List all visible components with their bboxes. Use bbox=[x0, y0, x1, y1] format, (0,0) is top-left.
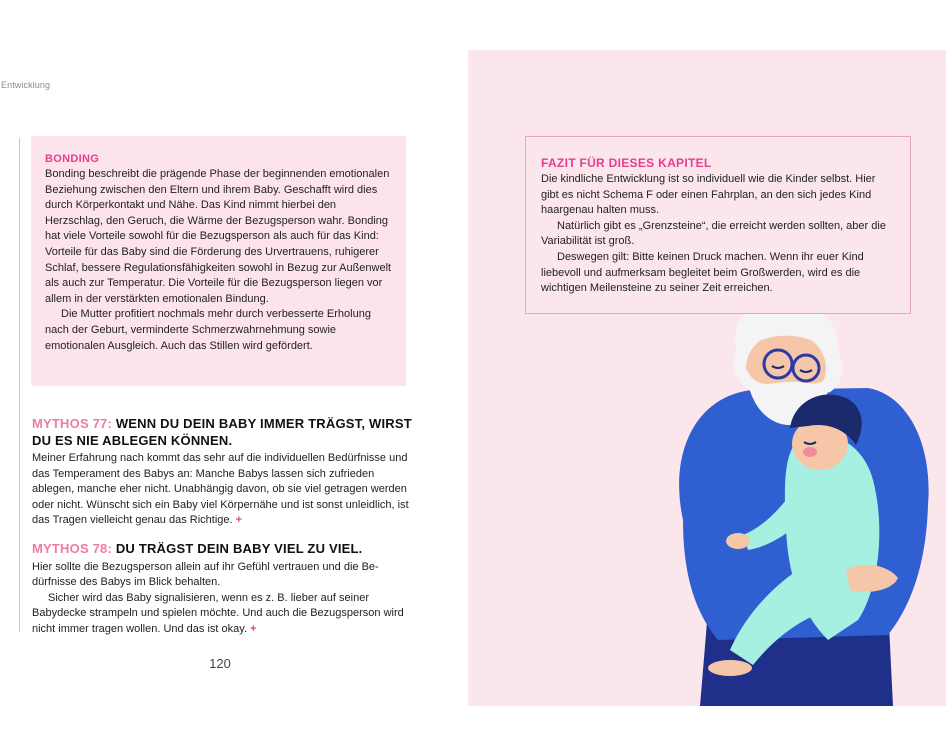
bonding-box bbox=[31, 136, 406, 386]
end-mark-plus-icon: + bbox=[235, 514, 243, 527]
left-page bbox=[0, 0, 468, 756]
myth-77-title: WENN DU DEIN BABY IMMER TRÄGST, WIRST DU ES NIE ABLEGEN KÖNNEN. bbox=[32, 416, 412, 448]
myth-77-section bbox=[32, 416, 412, 529]
bonding-paragraph-1: Bonding beschreibt die prägende Phase der beginnenden emotionalen Beziehung zwischen den Eltern und ihrem Baby. Geschafft wird dies durch Körperkontakt und Nähe. Das Kind nimmt hierbei den Herzschlag, den Geruch, die Wärme der Bezugsperson wahr. Bonding hat viele Vorteile sowohl für die Bezugsperson als auch für das Kind: Vorteile für das Baby sind die Förderung des Urvertrauens, ruhigerer Schlaf, bessere Regulationsfähigkeiten sowohl in Bezug zur Außenwelt als auch zur Temperatur. Die Vorteile für die Bezugsperson liegen vor allem in der verstärkten emotionalen Bindung. bbox=[45, 168, 392, 305]
bonding-paragraph-2: Die Mutter profitiert nochmals mehr durch verbesserte Erholung nach der Geburt, verminderte Schmerzwahrnehmung sowie emotionalen Ausgleich. Auch das Stillen wird gefördert. bbox=[45, 308, 371, 352]
myth-78-number: MYTHOS 78: bbox=[32, 541, 113, 556]
fazit-paragraph-2: Natürlich gibt es „Grenzsteine“, die erreicht werden sollten, aber die Variabilität ist groß. bbox=[541, 219, 886, 248]
page-number: 120 bbox=[209, 656, 231, 671]
running-head: Entwicklung bbox=[1, 80, 51, 90]
myth-78-text: Sicher wird das Baby signalisieren, wenn es z. B. lieber auf seiner Babydecke strampeln und spielen möchte. Und auch die Bezugsperson wird nicht immer tragen wollen. Und das ist okay. bbox=[32, 591, 404, 635]
fazit-paragraph-3: Deswegen gilt: Bitte keinen Druck machen. Wenn ihr euer Kind liebevoll und aufmerksam begleitet beim Großwerden, wird es die wichtigen Meilensteine zu seiner Zeit erreichen. bbox=[541, 250, 864, 295]
margin-rule bbox=[19, 138, 20, 632]
myth-78-paragraph-1: Hier sollte die Bezugsperson allein auf ihr Gefühl vertrauen und die Bedürfnisse des Babys im Blick behalten. bbox=[32, 560, 379, 589]
fazit-paragraph-1: Die kindliche Entwicklung ist so individuell wie die Kinder selbst. Hier gibt es nicht Schema F oder einen Fahrplan, an den sich jedes Kind haargenau halten muss. bbox=[541, 173, 876, 217]
right-page bbox=[468, 50, 946, 706]
child-hand bbox=[726, 533, 750, 549]
child-foot bbox=[708, 660, 752, 676]
fazit-title: FAZIT FÜR DIESES KAPITEL bbox=[541, 156, 712, 170]
myth-77-heading bbox=[32, 416, 412, 449]
myth-77-paragraph bbox=[32, 451, 412, 529]
myth-77-text: Meiner Erfahrung nach kommt das sehr auf die individuellen Bedürfnisse und das Temperament des Babys an: Manche Babys lassen sich zufrieden ablegen, manche eher nicht. Unabhängig davon, ob sie viel getragen werden oder nicht. Wünscht sich ein Baby viel Körpernähe und ist sonst unleidlich, ist das Tragen vielleicht genau das Richtige. bbox=[32, 452, 409, 527]
myth-78-section bbox=[32, 541, 412, 637]
myth-78-title: DU TRÄGST DEIN BABY VIEL ZU VIEL. bbox=[115, 541, 363, 556]
myth-78-paragraph-2 bbox=[32, 591, 412, 638]
end-mark-plus-icon: + bbox=[250, 622, 257, 635]
myth-78-heading bbox=[32, 541, 412, 558]
bonding-title: BONDING bbox=[45, 153, 100, 165]
fazit-box bbox=[525, 136, 911, 314]
myth-77-number: MYTHOS 77: bbox=[32, 416, 113, 431]
